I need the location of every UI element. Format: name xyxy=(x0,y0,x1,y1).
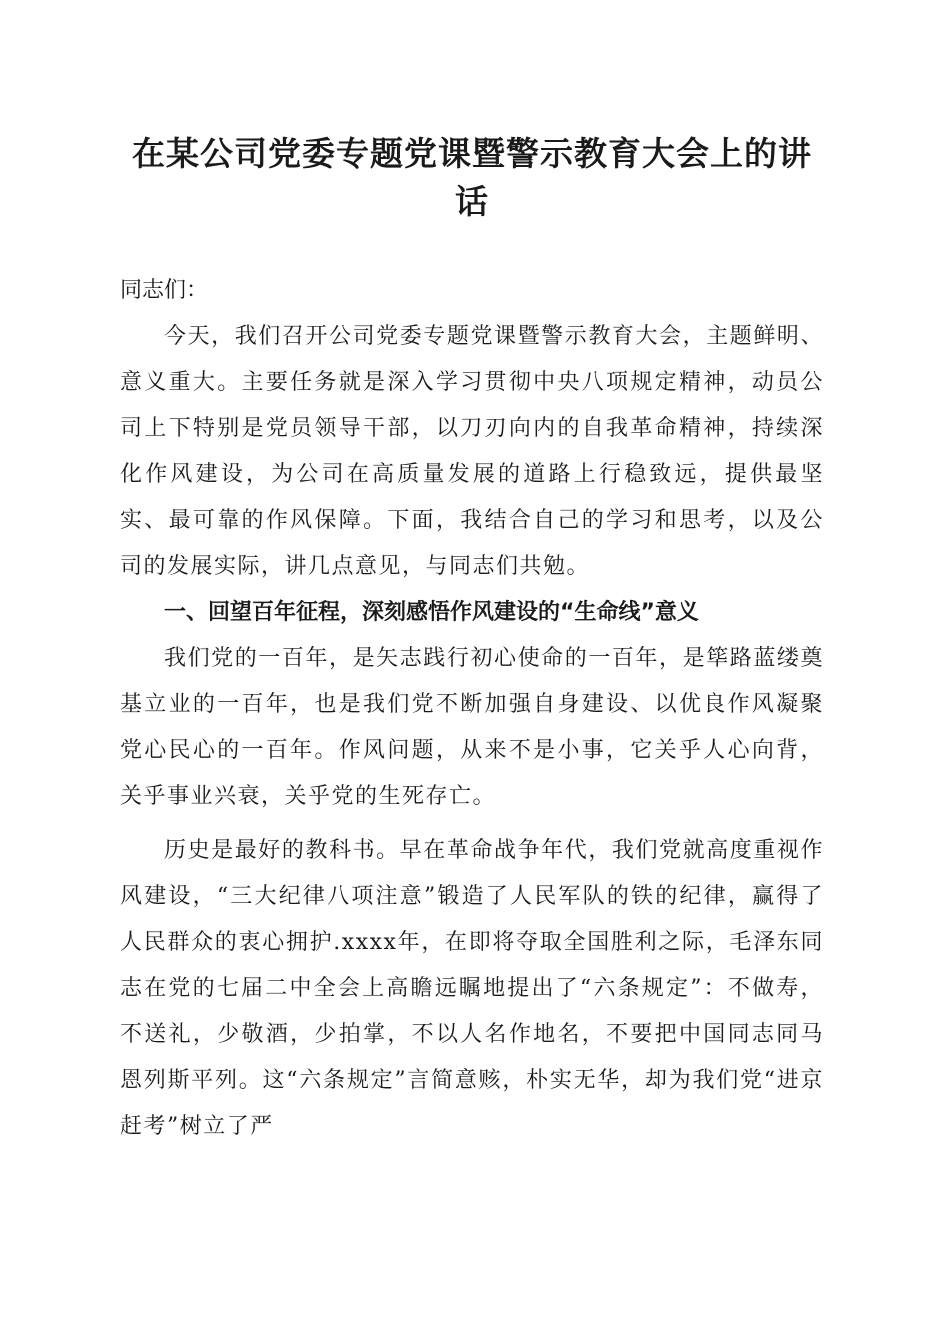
document-title: 在某公司党委专题党课暨警示教育大会上的讲话 xyxy=(132,134,812,221)
section-1-paragraph-1: 我们党的一百年，是矢志践行初心使命的一百年，是筚路蓝缕奠基立业的一百年，也是我们党不断加强自身建设、以优良作风凝聚党心民心的一百年。作风问题，从来不是小事，它关乎人心向背，关乎事业兴衰，关乎党的生死存亡。 xyxy=(120,646,824,809)
section-1-paragraph-2: 历史是最好的教科书。早在革命战争年代，我们党就高度重视作风建设，“三大纪律八项注意”锻造了人民军队的铁的纪律，赢得了人民群众的衷心拥护.xxxx年，在即将夺取全国胜利之际，毛泽东同志在党的七届二中全会上高瞻远瞩地提出了“六条规定”：不做寿，不送礼，少敬酒，少拍掌，不以人名作地名，不要把中国同志同马恩列斯平列。这“六条规定”言简意赅，朴实无华，却为我们党“进京赶考”树立了严 xyxy=(120,838,824,1139)
section-1-heading: 一、回望百年征程，深刻感悟作风建设的“生命线”意义 xyxy=(164,600,699,625)
document-page xyxy=(120,130,824,1150)
intro-paragraph: 今天，我们召开公司党委专题党课暨警示教育大会，主题鲜明、意义重大。主要任务就是深入学习贯彻中央八项规定精神，动员公司上下特别是党员领导干部，以刀刃向内的自我革命精神，持续深化作风建设，为公司在高质量发展的道路上行稳致远，提供最坚实、最可靠的作风保障。下面，我结合自己的学习和思考，以及公司的发展实际，讲几点意见，与同志们共勉。 xyxy=(120,324,824,579)
greeting: 同志们： xyxy=(120,278,209,303)
